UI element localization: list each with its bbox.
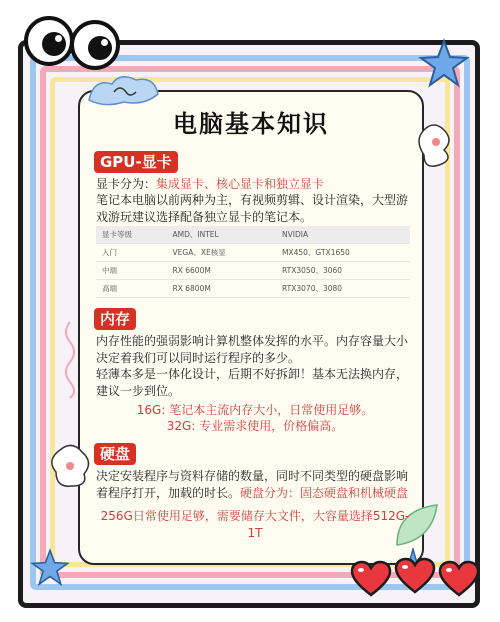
disk-section-badge: 硬盘 [94, 443, 136, 465]
table-cell: RTX3050、3060 [276, 262, 410, 280]
disk-capacity-note: 256G日常使用足够，需要储存大文件，大容量选择512G-1T [100, 509, 410, 540]
table-header-cell: NVIDIA [276, 226, 410, 244]
table-header-row [96, 226, 410, 244]
table-header-cell: 显卡等级 [96, 226, 167, 244]
heart-icon-1 [350, 560, 392, 598]
star-bottom-left-icon [30, 548, 70, 588]
table-row [96, 280, 410, 298]
heart-icon-3 [438, 560, 480, 598]
memory-section-badge: 内存 [94, 308, 136, 330]
table-row [96, 244, 410, 262]
gpu-types-highlight: 集成显卡、核心显卡和独立显卡 [156, 177, 325, 191]
disk-description-text: 决定安装程序与资料存储的数量，同时不同类型的硬盘影响着程序打开，加载的时长。 [96, 469, 409, 500]
gpu-tier-table [96, 226, 410, 298]
memory-note-32g: 32G: 专业需求使用，价格偏高。 [166, 419, 344, 433]
memory-note-16g: 16G: 笔记本主流内存大小，日常使用足够。 [136, 403, 374, 417]
table-row [96, 262, 410, 280]
table-cell: 中端 [96, 262, 167, 280]
table-cell: RX 6800M [167, 280, 276, 298]
wavy-line-doodle-icon [60, 320, 80, 400]
right-eye-icon [70, 20, 120, 70]
table-cell: MX450、GTX1650 [276, 244, 410, 262]
table-cell: RTX3070、3080 [276, 280, 410, 298]
memory-advice: 轻薄本多是一体化设计，后期不好拆卸！基本无法换内存，建议一步到位。 [96, 367, 409, 398]
table-cell: 入门 [96, 244, 167, 262]
star-top-right-icon [418, 38, 470, 90]
left-eye-icon [24, 16, 74, 66]
gpu-types-prefix: 显卡分为： [96, 177, 157, 191]
memory-description: 内存性能的强弱影响计算机整体发挥的水平。内存容量大小决定着我们可以同时运行程序的多少。 [96, 334, 409, 365]
disk-types-highlight: 硬盘分为：固态硬盘和机械硬盘 [240, 486, 409, 500]
page-title: 电脑基本知识 [173, 110, 329, 138]
gpu-description: 笔记本电脑以前两种为主，有视频剪辑、设计渲染，大型游戏游玩建议选择配备独立显卡的笔记本。 [96, 193, 409, 224]
flower-doodle-left-icon [48, 442, 92, 488]
table-cell: 高端 [96, 280, 167, 298]
heart-icon-2 [394, 557, 436, 595]
disk-description [96, 468, 414, 502]
gpu-section-badge: GPU-显卡 [94, 151, 178, 173]
table-header-cell: AMD、INTEL [167, 226, 276, 244]
table-cell: RX 6600M [167, 262, 276, 280]
gpu-types-line [96, 176, 414, 193]
table-cell: VEGA、XE核显 [167, 244, 276, 262]
